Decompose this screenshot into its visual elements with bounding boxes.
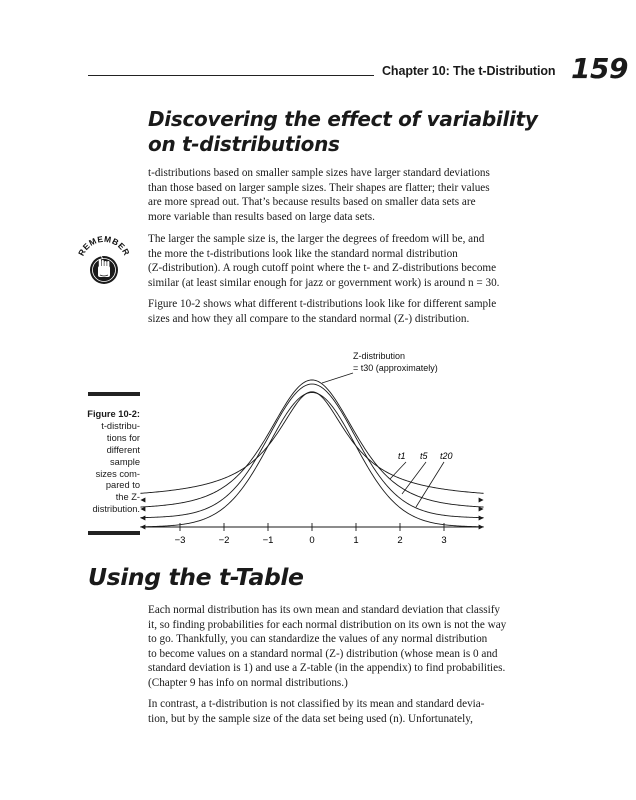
x-tick-label: −3 [174,535,186,545]
para-line: to become values on a standard normal (Z-) distribution (whose mean is 0 and [148,647,498,660]
para-line: more variable than results based on large data sets. [148,210,375,223]
curve-t5 [140,380,483,507]
z-distribution-label-equation: = t30 (approximately) [353,363,438,373]
caption-line: t-distribu- [101,420,140,431]
para-line: (Z-distribution). A rough cutoff point where the t- and Z-distributions become [148,262,497,275]
t-distribution-chart [140,345,490,545]
paragraph-variability [148,166,554,224]
curve-label-pointer [402,462,426,494]
paragraph-degrees-of-freedom [148,232,554,290]
para-line: standard deviation is 1) and use a Z-table (in the appendix) to find probabilities. [148,662,506,675]
curve-arrowhead [479,516,484,521]
heading-line-1: Discovering the effect of variability [148,107,538,131]
section-heading-t-table: Using the t-Table [88,563,304,591]
caption-rule-bottom [88,531,140,535]
caption-line: different [106,444,140,455]
x-tick-label: −2 [218,535,230,545]
z-distribution-label: Z-distribution [353,351,406,361]
section-heading-variability [148,107,568,157]
x-tick-label: 2 [397,535,403,545]
caption-line: sizes com- [95,468,140,479]
heading-line-2: on t-distributions [148,132,340,156]
x-tick-label: −1 [262,535,274,545]
curve-label-pointer [390,462,406,479]
caption-line: sample [110,456,140,467]
caption-line: the Z- [115,492,140,503]
para-line: sizes and how they all compare to the standard normal (Z-) distribution. [148,312,470,325]
curve-label-t20: t20 [440,451,453,461]
z-label-pointer [322,373,353,383]
figure-caption [80,409,140,516]
paragraph-figure-reference [148,297,554,326]
remember-icon-label: REMEMBER [75,233,133,258]
caption-line: tions for [106,432,140,443]
para-line: (Chapter 9 has info on normal distributions.) [148,676,348,689]
paragraph-normal-standardize [148,603,554,691]
x-tick-label: 3 [441,535,447,545]
caption-line: pared to [105,480,140,491]
curve-arrowhead [479,498,484,503]
para-line: In contrast, a t-distribution is not classified by its mean and standard devia- [148,698,485,710]
curve-label-t1: t1 [398,451,406,461]
para-line: to go. Thankfully, you can standardize the values of any normal distribution [148,633,488,646]
para-line: t-distributions based on smaller sample sizes have larger standard deviations [148,167,490,179]
caption-title: Figure 10-2: [87,409,140,419]
caption-rule-top [88,392,140,396]
curve-label-t5: t5 [420,451,428,461]
para-line: are more spread out. That’s because results based on smaller data sets are [148,196,476,209]
curve-arrowhead [140,498,145,503]
x-tick-label: 1 [353,535,359,545]
remember-icon [72,230,136,294]
paragraph-t-classified [148,697,554,726]
para-line: Figure 10-2 shows what different t-distributions look like for different sample [148,298,497,310]
para-line: it, so finding probabilities for each normal distribution on its own is not the way [148,618,507,631]
para-line: than those based on larger sample sizes. Their shapes are flatter; their values [148,181,490,194]
para-line: similar (at least similar enough for jazz or government work) is around n = 30. [148,276,500,289]
para-line: Each normal distribution has its own mean and standard deviation that classify [148,604,501,616]
para-line: tion, but by the sample size of the data set being used (n). Unfortunately, [148,712,473,725]
curve-arrowhead [140,516,145,521]
running-header-chapter: Chapter 10: The t-Distribution [382,64,556,78]
page-number: 159 [571,52,628,85]
curve-z [140,392,483,526]
para-line: the more the t-distributions look like the standard normal distribution [148,247,458,260]
para-line: The larger the sample size is, the larger the degrees of freedom will be, and [148,233,485,245]
header-rule [88,75,374,76]
caption-line: distribution. [92,504,140,515]
curve-t1 [140,392,483,494]
x-tick-label: 0 [309,535,315,545]
curve-t20 [140,384,483,518]
